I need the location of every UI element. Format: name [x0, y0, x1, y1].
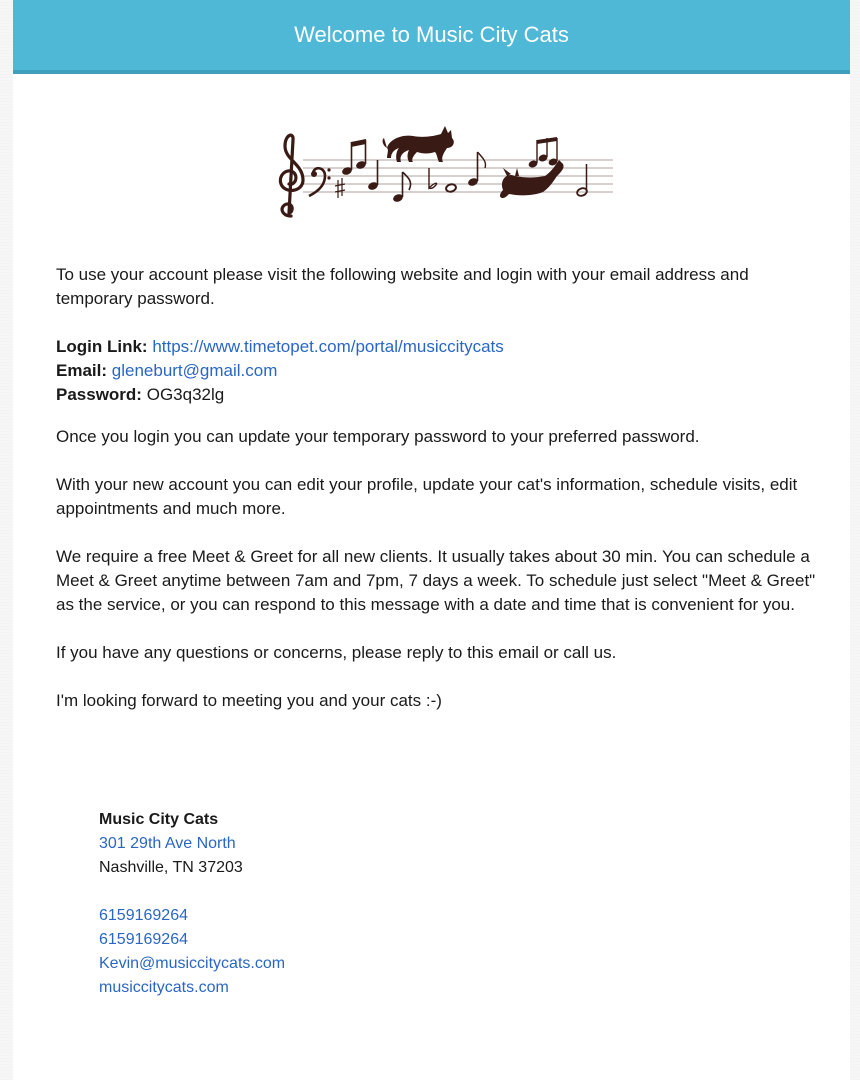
password-label: Password: — [56, 385, 142, 404]
email-body — [56, 263, 816, 737]
signature-phone-1[interactable]: 6159169264 — [99, 907, 188, 924]
password-line — [56, 383, 816, 407]
update-password-paragraph: Once you login you can update your temporary password to your preferred password. — [56, 427, 700, 446]
email-header — [13, 0, 850, 74]
credentials-block — [56, 335, 816, 407]
signature-website-link[interactable]: musiccitycats.com — [99, 979, 229, 996]
email-line — [56, 359, 816, 383]
password-value: OG3q32lg — [146, 385, 225, 404]
email-link[interactable]: gleneburt@gmail.com — [111, 361, 278, 380]
signature-address-link[interactable]: 301 29th Ave North — [99, 835, 236, 852]
meet-greet-paragraph: We require a free Meet & Greet for all new clients. It usually takes about 30 min. You can schedule a Meet & Greet anytime between 7am and 7pm, 7 days a week. To schedule just select "Meet & Greet" as the service, or you can respond to this message with a date and time that is convenient for you. — [56, 547, 816, 614]
account-features-paragraph: With your new account you can edit your profile, update your cat's information, schedule visits, edit appointments and much more. — [56, 475, 798, 518]
signature-spacer — [99, 880, 285, 904]
header-title: Welcome to Music City Cats — [294, 22, 569, 47]
login-link-line — [56, 335, 816, 359]
signature-city-state: Nashville, TN 37203 — [99, 859, 243, 876]
signature-company-name: Music City Cats — [99, 811, 219, 828]
login-link[interactable]: https://www.timetopet.com/portal/musiccitycats — [152, 337, 504, 356]
signature-phone-2[interactable]: 6159169264 — [99, 931, 188, 948]
questions-paragraph: If you have any questions or concerns, please reply to this email or call us. — [56, 643, 617, 662]
signature-email-link[interactable]: Kevin@musiccitycats.com — [99, 955, 286, 972]
intro-paragraph: To use your account please visit the following website and login with your email address and temporary password. — [56, 265, 749, 308]
login-link-label: Login Link: — [56, 337, 148, 356]
email-card — [13, 0, 850, 1080]
email-label: Email: — [56, 361, 108, 380]
music-cats-logo-icon — [263, 120, 613, 220]
signature-block — [99, 808, 285, 1000]
music-cats-logo — [263, 120, 613, 220]
closing-paragraph: I'm looking forward to meeting you and your cats :-) — [56, 691, 442, 710]
